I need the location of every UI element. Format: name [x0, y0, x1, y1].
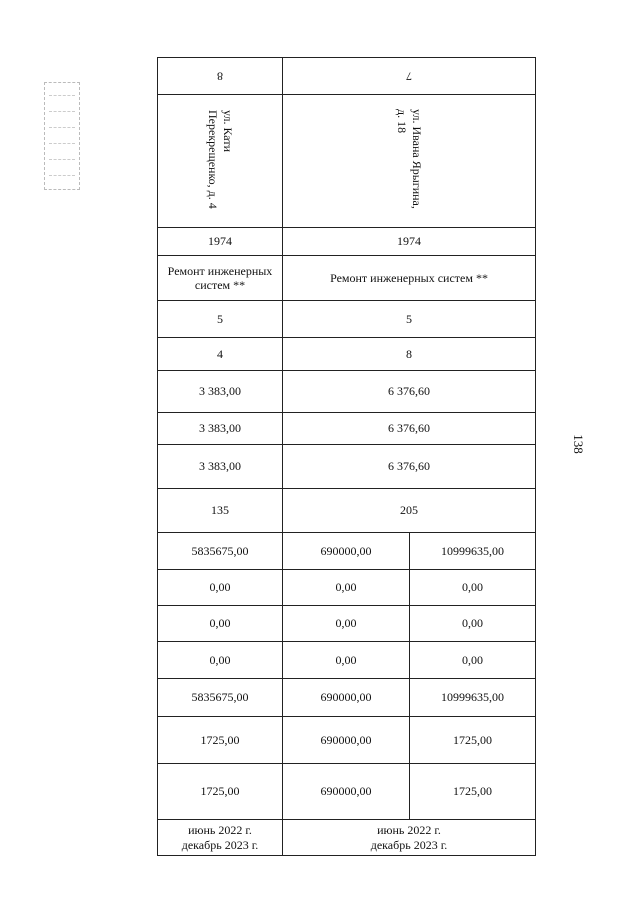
page-number: 138 — [570, 434, 586, 454]
cost-cell: 1725,00 — [410, 764, 536, 820]
floors-right: 5 — [283, 301, 536, 338]
period-right: июнь 2022 г. декабрь 2023 г. — [283, 820, 536, 856]
area-row-1 — [158, 371, 536, 413]
cost-cell: 690000,00 — [283, 679, 410, 717]
faded-stamp — [44, 82, 80, 190]
year-right: 1974 — [283, 228, 536, 256]
entrances-row — [158, 338, 536, 371]
cost-cell: 10999635,00 — [410, 679, 536, 717]
year-left: 1974 — [158, 228, 283, 256]
area-2-left: 3 383,00 — [158, 413, 283, 445]
cost-cell: 10999635,00 — [410, 533, 536, 570]
cost-cell: 0,00 — [283, 570, 410, 606]
cost-row — [158, 717, 536, 764]
cost-cell: 0,00 — [158, 570, 283, 606]
col-number-right: 7 — [283, 58, 536, 95]
work-type-row — [158, 256, 536, 301]
entrances-right: 8 — [283, 338, 536, 371]
cost-cell: 0,00 — [283, 606, 410, 642]
year-row — [158, 228, 536, 256]
cost-cell: 690000,00 — [283, 533, 410, 570]
cost-row — [158, 642, 536, 679]
cost-row — [158, 679, 536, 717]
area-3-left: 3 383,00 — [158, 445, 283, 489]
cost-cell: 1725,00 — [410, 717, 536, 764]
cost-cell: 0,00 — [158, 642, 283, 679]
repair-table — [157, 57, 536, 856]
cost-row — [158, 764, 536, 820]
floors-left: 5 — [158, 301, 283, 338]
col-number-left: 8 — [158, 58, 283, 95]
cost-row — [158, 606, 536, 642]
address-right: ул. Ивана Ярыгина, д. 18 — [283, 95, 536, 228]
area-2-right: 6 376,60 — [283, 413, 536, 445]
cost-cell: 690000,00 — [283, 717, 410, 764]
cost-cell: 0,00 — [158, 606, 283, 642]
cost-cell: 690000,00 — [283, 764, 410, 820]
cost-cell: 1725,00 — [158, 764, 283, 820]
address-row — [158, 95, 536, 228]
residents-row — [158, 489, 536, 533]
entrances-left: 4 — [158, 338, 283, 371]
cost-cell: 5835675,00 — [158, 533, 283, 570]
column-number-row — [158, 58, 536, 95]
area-3-right: 6 376,60 — [283, 445, 536, 489]
residents-right: 205 — [283, 489, 536, 533]
cost-cell: 0,00 — [283, 642, 410, 679]
cost-row — [158, 570, 536, 606]
cost-cell: 1725,00 — [158, 717, 283, 764]
cost-cell: 0,00 — [410, 642, 536, 679]
area-row-3 — [158, 445, 536, 489]
period-row — [158, 820, 536, 856]
work-type-right: Ремонт инженерных систем ** — [283, 256, 536, 301]
area-1-right: 6 376,60 — [283, 371, 536, 413]
residents-left: 135 — [158, 489, 283, 533]
area-1-left: 3 383,00 — [158, 371, 283, 413]
area-row-2 — [158, 413, 536, 445]
floors-row — [158, 301, 536, 338]
period-left: июнь 2022 г. декабрь 2023 г. — [158, 820, 283, 856]
cost-cell: 0,00 — [410, 570, 536, 606]
address-left: ул. Кати Перекрещенко, д. 4 — [158, 95, 283, 228]
cost-row — [158, 533, 536, 570]
cost-cell: 5835675,00 — [158, 679, 283, 717]
cost-cell: 0,00 — [410, 606, 536, 642]
work-type-left: Ремонт инженерных систем ** — [158, 256, 283, 301]
